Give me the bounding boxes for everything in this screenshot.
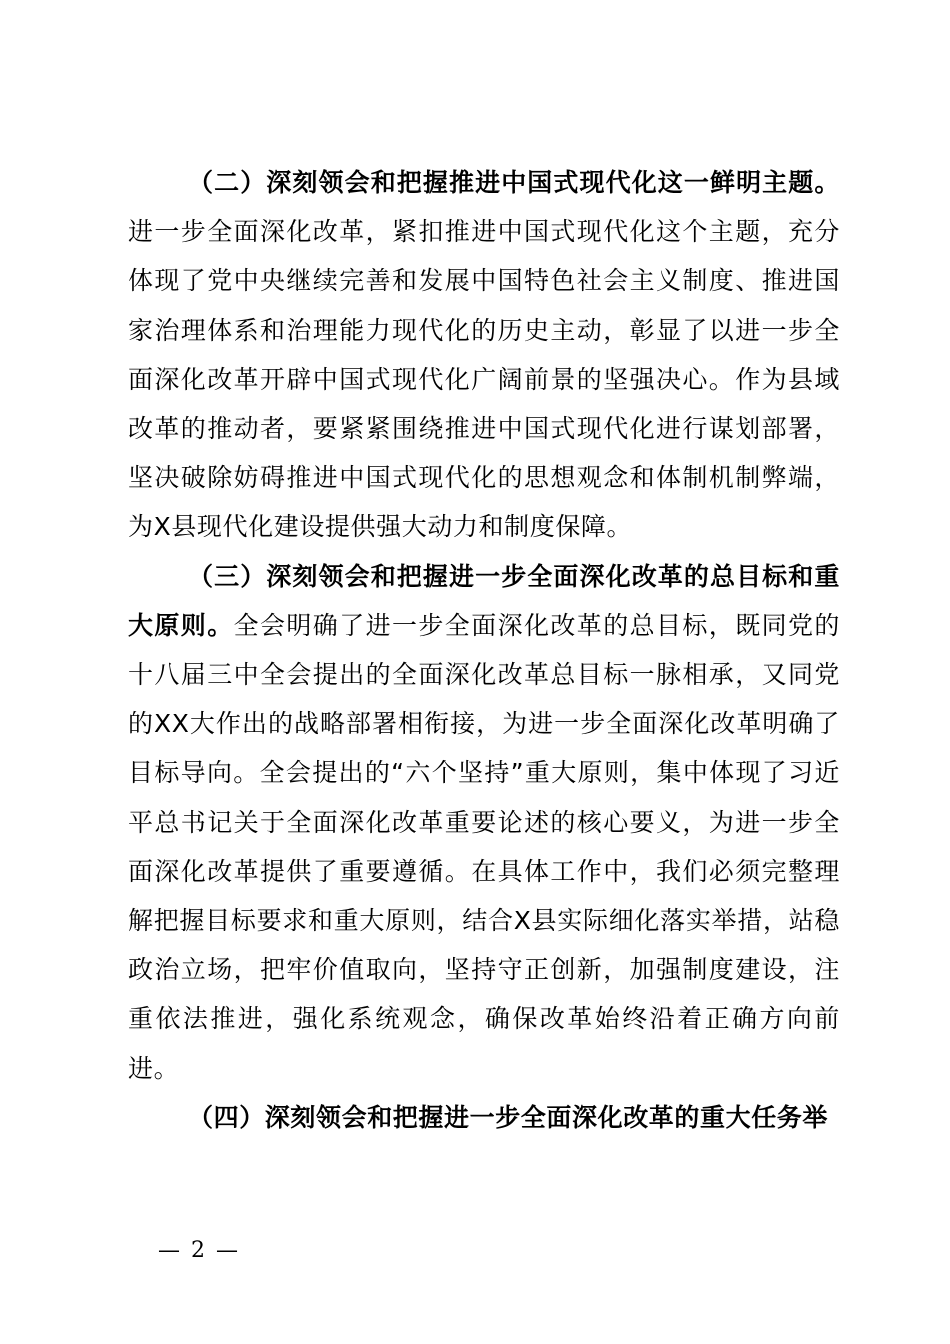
section-2-body: 进一步全面深化改革，紧扣推进中国式现代化这个主题，充分体现了党中央继续完善和发展中国特色社会主义制度、推进国家治理体系和治理能力现代化的历史主动，彰显了以进一步全面深化改革开辟中国式现代化广阔前景的坚强决心。作为县域改革的推动者，要紧紧围绕推进中国式现代化进行谋划部署，坚决破除妨碍推进中国式现代化的思想观念和体制机制弊端，为X县现代化建设提供强大动力和制度保障。 xyxy=(128,217,840,542)
paragraph-section-4 xyxy=(128,1093,840,1142)
section-4-heading: （四）深刻领会和把握进一步全面深化改革的重大任务举 xyxy=(188,1102,829,1132)
section-3-heading: （三）深刻领会和把握进一步全面深化改革的总目标和重大原则。 xyxy=(128,561,840,640)
page-number: — 2 — xyxy=(158,1238,240,1263)
paragraph-section-2 xyxy=(128,158,840,552)
paragraph-section-3 xyxy=(128,552,840,1093)
section-3-body: 全会明确了进一步全面深化改革的总目标，既同党的十八届三中全会提出的全面深化改革总目标一脉相承，又同党的XX大作出的战略部署相衔接，为进一步全面深化改革明确了目标导向。全会提出的“六个坚持”重大原则，集中体现了习近平总书记关于全面深化改革重要论述的核心要义，为进一步全面深化改革提供了重要遵循。在具体工作中，我们必须完整理解把握目标要求和重大原则，结合X县实际细化落实举措，站稳政治立场，把牢价值取向，坚持守正创新，加强制度建设，注重依法推进，强化系统观念，确保改革始终沿着正确方向前进。 xyxy=(128,610,840,1083)
document-body xyxy=(128,158,840,1142)
section-2-heading: （二）深刻领会和把握推进中国式现代化这一鲜明主题。 xyxy=(188,168,840,197)
